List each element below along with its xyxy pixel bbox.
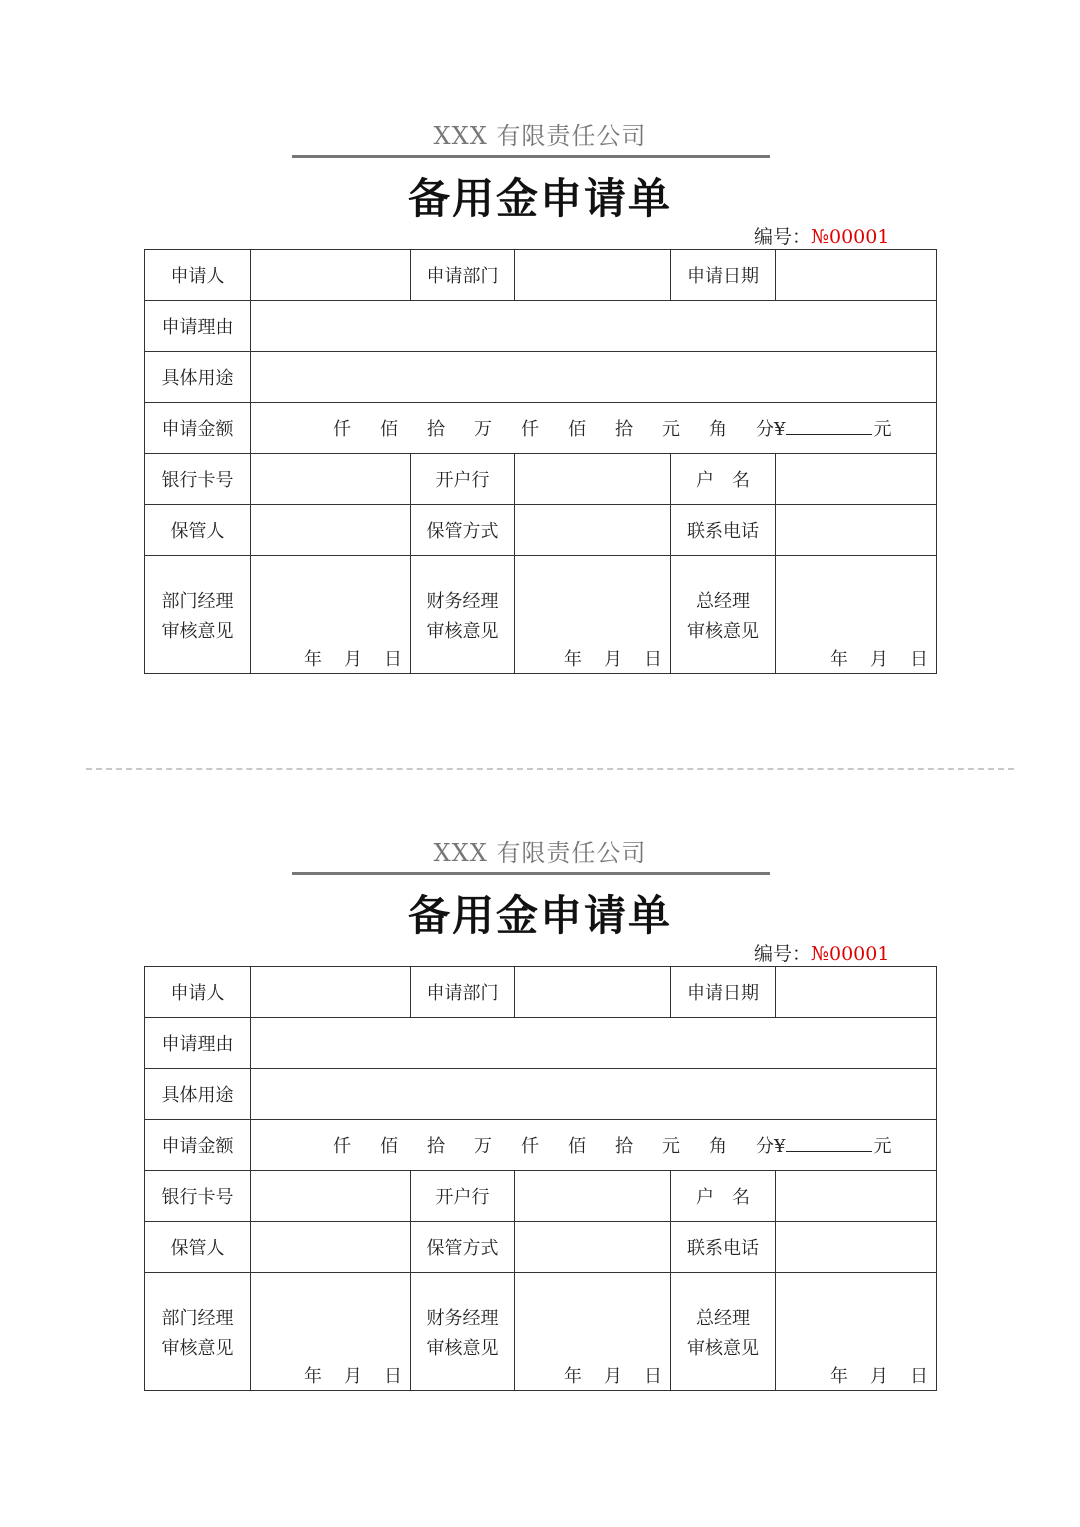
phone-field[interactable]	[776, 1222, 937, 1273]
finance-manager-line2: 审核意见	[426, 1337, 499, 1359]
day-label: 日	[384, 1366, 402, 1387]
dept-manager-line2: 审核意见	[161, 1337, 234, 1359]
bank-card-label: 银行卡号	[145, 454, 251, 505]
yuan-suffix: 元	[873, 1136, 892, 1157]
amount-label: 申请金额	[145, 1120, 251, 1171]
finance-manager-line1: 财务经理	[426, 590, 499, 612]
month-label: 月	[604, 1366, 622, 1387]
year-label: 年	[564, 649, 582, 670]
general-manager-label	[671, 1273, 776, 1391]
department-field[interactable]	[515, 967, 671, 1018]
month-label: 月	[870, 649, 888, 670]
general-manager-field[interactable]	[776, 1273, 937, 1391]
amount-unit: 元	[662, 1136, 680, 1157]
day-label: 日	[910, 1366, 928, 1387]
table-row	[145, 403, 937, 454]
form-title: 备用金申请单	[407, 891, 672, 940]
date-line	[282, 645, 402, 671]
serial-value: №00001	[811, 226, 890, 248]
serial-number	[754, 222, 889, 249]
form-bottom	[0, 717, 1080, 1387]
amount-unit: 仟	[333, 1136, 351, 1157]
table-row	[145, 1171, 937, 1222]
table-row	[145, 556, 937, 674]
serial-label: 编号：	[754, 226, 812, 248]
finance-manager-line2: 审核意见	[426, 620, 499, 642]
department-label: 申请部门	[411, 967, 515, 1018]
dept-manager-field[interactable]	[251, 1273, 411, 1391]
amount-unit: 万	[474, 1136, 492, 1157]
finance-manager-field[interactable]	[515, 1273, 671, 1391]
general-manager-line1: 总经理	[696, 590, 750, 612]
reason-field[interactable]	[251, 301, 937, 352]
usage-field[interactable]	[251, 1069, 937, 1120]
amount-unit: 拾	[427, 419, 445, 440]
month-label: 月	[344, 1366, 362, 1387]
finance-manager-label	[411, 556, 515, 674]
amount-label: 申请金额	[145, 403, 251, 454]
table-row	[145, 352, 937, 403]
bank-field[interactable]	[515, 454, 671, 505]
dept-manager-label	[145, 1273, 251, 1391]
apply-date-label: 申请日期	[671, 967, 776, 1018]
table-row	[145, 301, 937, 352]
phone-field[interactable]	[776, 505, 937, 556]
day-label: 日	[910, 649, 928, 670]
date-line	[282, 1362, 402, 1388]
amount-unit: 角	[709, 419, 727, 440]
bank-field[interactable]	[515, 1171, 671, 1222]
year-label: 年	[304, 1366, 322, 1387]
amount-unit: 拾	[615, 419, 633, 440]
dept-manager-line1: 部门经理	[161, 590, 234, 612]
day-label: 日	[384, 649, 402, 670]
applicant-label: 申请人	[145, 250, 251, 301]
bank-card-field[interactable]	[251, 1171, 411, 1222]
bank-label: 开户行	[411, 1171, 515, 1222]
amount-unit: 佰	[380, 419, 398, 440]
custodian-label: 保管人	[145, 505, 251, 556]
date-line	[808, 1362, 928, 1388]
custodian-label: 保管人	[145, 1222, 251, 1273]
amount-unit: 万	[474, 419, 492, 440]
dept-manager-field[interactable]	[251, 556, 411, 674]
account-name-label: 户 名	[671, 1171, 776, 1222]
applicant-field[interactable]	[251, 250, 411, 301]
yuan-suffix: 元	[873, 419, 892, 440]
account-name-field[interactable]	[776, 454, 937, 505]
amount-unit: 仟	[521, 1136, 539, 1157]
applicant-label: 申请人	[145, 967, 251, 1018]
application-table	[144, 249, 937, 674]
serial-value: №00001	[811, 943, 890, 965]
account-name-label: 户 名	[671, 454, 776, 505]
finance-manager-field[interactable]	[515, 556, 671, 674]
year-label: 年	[830, 649, 848, 670]
amount-unit: 拾	[427, 1136, 445, 1157]
table-row	[145, 1120, 937, 1171]
reason-field[interactable]	[251, 1018, 937, 1069]
month-label: 月	[344, 649, 362, 670]
amount-field[interactable]	[251, 1120, 937, 1171]
application-table	[144, 966, 937, 1391]
company-name: XXX 有限责任公司	[433, 122, 647, 150]
apply-date-field[interactable]	[776, 967, 937, 1018]
apply-date-field[interactable]	[776, 250, 937, 301]
general-manager-line1: 总经理	[696, 1307, 750, 1329]
year-label: 年	[830, 1366, 848, 1387]
custody-method-field[interactable]	[515, 1222, 671, 1273]
dept-manager-label	[145, 556, 251, 674]
usage-label: 具体用途	[145, 352, 251, 403]
table-row	[145, 1018, 937, 1069]
custody-method-field[interactable]	[515, 505, 671, 556]
bank-card-field[interactable]	[251, 454, 411, 505]
table-row	[145, 1069, 937, 1120]
day-label: 日	[644, 1366, 662, 1387]
amount-unit: 角	[709, 1136, 727, 1157]
department-field[interactable]	[515, 250, 671, 301]
table-row	[145, 1273, 937, 1391]
month-label: 月	[870, 1366, 888, 1387]
company-name: XXX 有限责任公司	[433, 839, 647, 867]
department-label: 申请部门	[411, 250, 515, 301]
year-label: 年	[564, 1366, 582, 1387]
table-row	[145, 505, 937, 556]
currency-symbol: ¥	[774, 1136, 786, 1157]
apply-date-label: 申请日期	[671, 250, 776, 301]
general-manager-label	[671, 556, 776, 674]
custody-method-label: 保管方式	[411, 1222, 515, 1273]
serial-number	[754, 939, 889, 966]
form-top	[0, 0, 1080, 670]
bank-card-label: 银行卡号	[145, 1171, 251, 1222]
custodian-field[interactable]	[251, 1222, 411, 1273]
amount-unit: 佰	[568, 419, 586, 440]
company-rule	[292, 155, 770, 158]
custodian-field[interactable]	[251, 505, 411, 556]
dept-manager-line2: 审核意见	[161, 620, 234, 642]
amount-blank[interactable]	[786, 1133, 872, 1152]
custody-method-label: 保管方式	[411, 505, 515, 556]
amount-unit: 仟	[333, 419, 351, 440]
amount-unit: 分	[756, 1136, 774, 1157]
reason-label: 申请理由	[145, 301, 251, 352]
date-line	[808, 645, 928, 671]
usage-field[interactable]	[251, 352, 937, 403]
reason-label: 申请理由	[145, 1018, 251, 1069]
year-label: 年	[304, 649, 322, 670]
amount-unit: 分	[756, 419, 774, 440]
applicant-field[interactable]	[251, 967, 411, 1018]
amount-unit: 佰	[380, 1136, 398, 1157]
table-row	[145, 250, 937, 301]
dept-manager-line1: 部门经理	[161, 1307, 234, 1329]
month-label: 月	[604, 649, 622, 670]
table-row	[145, 454, 937, 505]
bank-label: 开户行	[411, 454, 515, 505]
amount-unit: 仟	[521, 419, 539, 440]
company-rule	[292, 872, 770, 875]
finance-manager-line1: 财务经理	[426, 1307, 499, 1329]
date-line	[542, 1362, 662, 1388]
table-row	[145, 967, 937, 1018]
usage-label: 具体用途	[145, 1069, 251, 1120]
currency-symbol: ¥	[774, 419, 786, 440]
account-name-field[interactable]	[776, 1171, 937, 1222]
serial-label: 编号：	[754, 943, 812, 965]
table-row	[145, 1222, 937, 1273]
day-label: 日	[644, 649, 662, 670]
general-manager-line2: 审核意见	[687, 620, 759, 642]
form-title: 备用金申请单	[407, 174, 672, 223]
phone-label: 联系电话	[671, 1222, 776, 1273]
finance-manager-label	[411, 1273, 515, 1391]
amount-field[interactable]	[251, 403, 937, 454]
amount-unit: 拾	[615, 1136, 633, 1157]
phone-label: 联系电话	[671, 505, 776, 556]
amount-blank[interactable]	[786, 416, 872, 435]
amount-unit: 佰	[568, 1136, 586, 1157]
general-manager-line2: 审核意见	[687, 1337, 759, 1359]
general-manager-field[interactable]	[776, 556, 937, 674]
date-line	[542, 645, 662, 671]
amount-unit: 元	[662, 419, 680, 440]
